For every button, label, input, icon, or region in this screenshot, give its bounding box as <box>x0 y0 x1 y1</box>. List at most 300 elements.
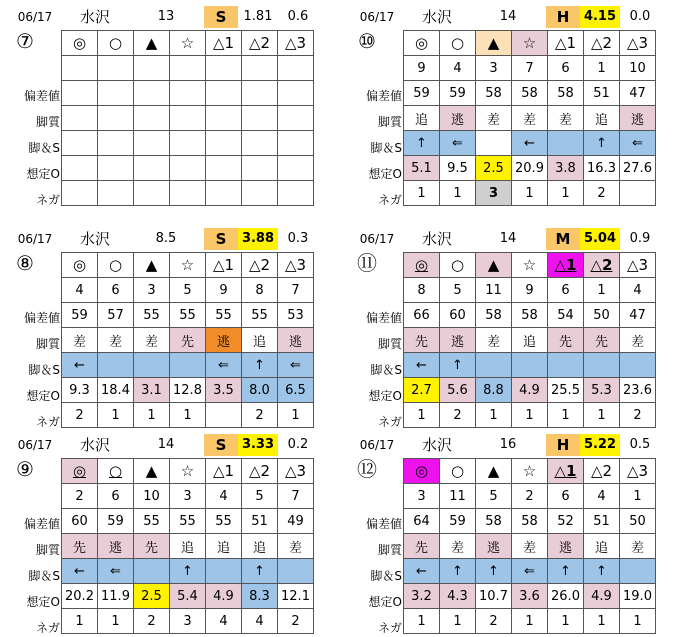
grid-cell <box>620 559 656 584</box>
cell-text: ◎ <box>72 256 87 274</box>
cell-text: ↑ <box>452 357 463 373</box>
race-header <box>0 6 330 28</box>
grid-cell <box>170 584 206 609</box>
cell-text: 5.6 <box>447 382 468 398</box>
grid-cell <box>242 459 278 484</box>
race-header <box>0 434 330 456</box>
row-label: 偏差値 <box>365 517 402 531</box>
cell-text: △1 <box>212 256 235 274</box>
grid-cell <box>404 328 440 353</box>
cell-text: 3.8 <box>555 160 576 176</box>
grid-cell <box>242 484 278 509</box>
grid-cell <box>476 131 512 156</box>
cell-text: 55 <box>215 513 232 529</box>
grid-cell <box>134 609 170 634</box>
grid-cell <box>206 106 242 131</box>
cell-text: 3.2 <box>411 588 432 604</box>
grid-cell <box>170 509 206 534</box>
grid-cell <box>404 278 440 303</box>
data-row <box>62 509 314 534</box>
cell-text: 51 <box>251 513 268 529</box>
grid-cell <box>278 403 314 428</box>
cell-text: 51 <box>593 85 610 101</box>
cell-text: 差 <box>522 112 536 128</box>
grid-cell <box>170 131 206 156</box>
cell-text: 逃 <box>108 540 122 556</box>
grid-cell <box>404 378 440 403</box>
grid-cell <box>98 459 134 484</box>
cell-text: 先 <box>414 540 428 556</box>
cell-text: 1 <box>597 613 606 629</box>
cell-text: 2 <box>525 488 534 504</box>
cell-text: ↑ <box>560 563 571 579</box>
grid-cell <box>242 353 278 378</box>
cell-text: 5.3 <box>591 382 612 398</box>
grid-cell <box>404 353 440 378</box>
grid-cell <box>620 156 656 181</box>
grid-cell <box>278 81 314 106</box>
grid-cell <box>548 509 584 534</box>
grid-cell <box>512 181 548 206</box>
grid-cell <box>584 131 620 156</box>
cell-text: ☆ <box>180 462 195 480</box>
grid-cell <box>476 559 512 584</box>
cell-text: 64 <box>413 513 430 529</box>
cell-text: 5 <box>255 488 264 504</box>
data-row <box>62 584 314 609</box>
grid-cell <box>62 509 98 534</box>
grid-cell <box>242 31 278 56</box>
grid-cell <box>440 56 476 81</box>
row-label: ネガ <box>377 415 402 429</box>
cell-text: 1 <box>597 407 606 423</box>
grid-cell <box>170 403 206 428</box>
cell-text: 3 <box>183 488 192 504</box>
pace-badge: H <box>546 434 580 456</box>
grid-cell <box>548 81 584 106</box>
cell-text: △3 <box>284 256 307 274</box>
cell-text: 53 <box>287 307 304 323</box>
grid-cell <box>512 56 548 81</box>
cell-text: 差 <box>630 540 644 556</box>
cell-text: ☆ <box>522 256 537 274</box>
grid-cell <box>548 253 584 278</box>
cell-text: 4 <box>255 613 264 629</box>
data-row <box>62 534 314 559</box>
cell-text: 4 <box>75 282 84 298</box>
grid-cell <box>98 403 134 428</box>
grid-cell <box>440 584 476 609</box>
grid-cell <box>278 156 314 181</box>
grid-cell <box>278 31 314 56</box>
grid-cell <box>206 459 242 484</box>
race-grid <box>61 30 314 206</box>
data-row <box>404 584 656 609</box>
grid-cell <box>548 403 584 428</box>
cell-text: 3 <box>183 613 192 629</box>
cell-text: 2.5 <box>141 588 162 604</box>
grid-cell <box>206 509 242 534</box>
grid-cell <box>278 303 314 328</box>
grid-cell <box>206 253 242 278</box>
cell-text: 1 <box>291 407 300 423</box>
cell-text: 9.5 <box>447 160 468 176</box>
field-size: 16 <box>499 437 517 452</box>
data-row <box>404 484 656 509</box>
cell-text: ← <box>74 563 85 579</box>
cell-text: ▲ <box>145 462 158 480</box>
cell-text: △2 <box>248 256 271 274</box>
cell-text: ← <box>416 357 427 373</box>
cell-text: ⇐ <box>524 563 535 579</box>
row-label: 脚質 <box>377 337 402 351</box>
data-row <box>404 278 656 303</box>
grid-cell <box>98 378 134 403</box>
grid-cell <box>134 378 170 403</box>
cell-text: 47 <box>629 307 646 323</box>
cell-text: 66 <box>413 307 430 323</box>
grid-cell <box>620 534 656 559</box>
grid-cell <box>206 31 242 56</box>
cell-text: ◎ <box>72 462 87 480</box>
grid-cell <box>548 534 584 559</box>
cell-text: 8 <box>255 282 264 298</box>
cell-text: 59 <box>449 513 466 529</box>
grid-cell <box>584 509 620 534</box>
grid-cell <box>134 278 170 303</box>
grid-cell <box>440 484 476 509</box>
grid-cell <box>170 534 206 559</box>
cell-text: ☆ <box>180 256 195 274</box>
grid-cell <box>62 278 98 303</box>
row-label: 脚質 <box>35 115 60 129</box>
grid-cell <box>98 303 134 328</box>
grid-cell <box>512 303 548 328</box>
cell-text: 6 <box>561 488 570 504</box>
row-label: 脚質 <box>377 115 402 129</box>
cell-text: △3 <box>626 34 649 52</box>
grid-cell <box>98 509 134 534</box>
grid-cell <box>548 378 584 403</box>
cell-text: 59 <box>71 307 88 323</box>
grid-cell <box>440 328 476 353</box>
cell-text: 5.1 <box>411 160 432 176</box>
field-size: 13 <box>157 9 175 24</box>
grid-cell <box>134 509 170 534</box>
cell-text: 55 <box>215 307 232 323</box>
grid-cell <box>170 378 206 403</box>
cell-text: 58 <box>485 513 502 529</box>
grid-cell <box>62 378 98 403</box>
grid-cell <box>242 534 278 559</box>
cell-text: 追 <box>594 112 608 128</box>
cell-text: 差 <box>630 334 644 350</box>
cell-text: 8.8 <box>483 382 504 398</box>
grid-cell <box>512 106 548 131</box>
grid-cell <box>440 156 476 181</box>
grid-cell <box>404 559 440 584</box>
grid-cell <box>62 534 98 559</box>
cell-text: 9 <box>219 282 228 298</box>
grid-cell <box>404 156 440 181</box>
grid-cell <box>440 378 476 403</box>
race-header <box>342 434 672 456</box>
mark-row <box>62 459 314 484</box>
grid-cell <box>170 484 206 509</box>
grid-cell <box>242 56 278 81</box>
cell-text: 4.9 <box>519 382 540 398</box>
cell-text: 7 <box>291 488 300 504</box>
cell-text: 1 <box>633 613 642 629</box>
cell-text: 6.5 <box>285 382 306 398</box>
cell-text: 10 <box>629 60 646 76</box>
grid-cell <box>512 81 548 106</box>
data-row <box>404 303 656 328</box>
cell-text: ▲ <box>145 34 158 52</box>
cell-text: 12.8 <box>173 382 202 398</box>
grid-cell <box>584 56 620 81</box>
grid-cell <box>134 81 170 106</box>
index-value-2: 0.3 <box>287 231 309 246</box>
cell-text: 57 <box>107 307 124 323</box>
race-header <box>342 228 672 250</box>
data-row <box>62 81 314 106</box>
race-number: ⑫ <box>357 457 377 481</box>
grid-cell <box>512 31 548 56</box>
grid-cell <box>476 181 512 206</box>
cell-text: ☆ <box>180 34 195 52</box>
data-row <box>62 609 314 634</box>
cell-text: 差 <box>288 540 302 556</box>
data-row <box>62 303 314 328</box>
grid-cell <box>278 56 314 81</box>
cell-text: 1 <box>525 613 534 629</box>
cell-text: 50 <box>629 513 646 529</box>
grid-cell <box>62 403 98 428</box>
cell-text: 1 <box>417 407 426 423</box>
race-number: ⑨ <box>16 457 34 481</box>
grid-cell <box>242 303 278 328</box>
cell-text: 先 <box>144 540 158 556</box>
grid-cell <box>512 403 548 428</box>
grid-cell <box>548 559 584 584</box>
cell-text: 59 <box>413 85 430 101</box>
cell-text: 49 <box>287 513 304 529</box>
cell-text: 26.0 <box>551 588 580 604</box>
race-grid <box>61 252 314 428</box>
mark-row <box>404 253 656 278</box>
cell-text: △2 <box>590 256 613 274</box>
grid-cell <box>134 353 170 378</box>
cell-text: 52 <box>557 513 574 529</box>
cell-text: ☆ <box>522 34 537 52</box>
cell-text: ◎ <box>414 34 429 52</box>
cell-text: 5.4 <box>177 588 198 604</box>
cell-text: 逃 <box>486 540 500 556</box>
cell-text: 1 <box>183 407 192 423</box>
row-label: 想定O <box>368 389 402 403</box>
row-label: 想定O <box>368 595 402 609</box>
cell-text: 差 <box>486 334 500 350</box>
grid-cell <box>62 484 98 509</box>
grid-cell <box>242 156 278 181</box>
cell-text: 4 <box>453 60 462 76</box>
data-row <box>404 156 656 181</box>
index-value-1: 3.88 <box>238 228 278 250</box>
grid-cell <box>476 253 512 278</box>
cell-text: 4.9 <box>591 588 612 604</box>
grid-cell <box>170 31 206 56</box>
race-grid <box>403 252 656 428</box>
track-name: 水沢 <box>421 8 452 26</box>
cell-text: 27.6 <box>623 160 652 176</box>
cell-text: △2 <box>590 34 613 52</box>
data-row <box>404 328 656 353</box>
cell-text: 1 <box>417 613 426 629</box>
pace-badge: S <box>204 6 238 28</box>
cell-text: 3 <box>489 60 498 76</box>
row-label: ネガ <box>35 415 60 429</box>
grid-cell <box>584 378 620 403</box>
race-grid <box>403 30 656 206</box>
cell-text: ◎ <box>72 34 87 52</box>
row-label: 偏差値 <box>23 89 60 103</box>
grid-cell <box>476 56 512 81</box>
cell-text: 54 <box>557 307 574 323</box>
grid-cell <box>242 378 278 403</box>
grid-cell <box>278 584 314 609</box>
grid-cell <box>206 353 242 378</box>
cell-text: 追 <box>594 540 608 556</box>
row-label: 脚＆S <box>28 363 60 377</box>
grid-cell <box>98 156 134 181</box>
cell-text: 1 <box>453 185 462 201</box>
grid-cell <box>620 403 656 428</box>
index-value-1: 4.15 <box>580 6 620 28</box>
track-name: 水沢 <box>421 436 452 454</box>
cell-text: △1 <box>212 462 235 480</box>
cell-text: ○ <box>450 462 465 480</box>
cell-text: 4 <box>219 613 228 629</box>
row-label: 偏差値 <box>23 517 60 531</box>
cell-text: 12.1 <box>281 588 310 604</box>
grid-cell <box>98 559 134 584</box>
grid-cell <box>134 584 170 609</box>
cell-text: ↑ <box>488 563 499 579</box>
cell-text: 20.9 <box>515 160 544 176</box>
cell-text: △2 <box>248 462 271 480</box>
grid-cell <box>62 31 98 56</box>
grid-cell <box>584 303 620 328</box>
cell-text: 1 <box>489 407 498 423</box>
cell-text: 9 <box>525 282 534 298</box>
cell-text: 逃 <box>630 112 644 128</box>
data-row <box>404 559 656 584</box>
grid-cell <box>404 303 440 328</box>
grid-cell <box>548 31 584 56</box>
row-label: 偏差値 <box>365 89 402 103</box>
grid-cell <box>404 253 440 278</box>
grid-cell <box>620 56 656 81</box>
cell-text: △3 <box>284 34 307 52</box>
grid-cell <box>134 459 170 484</box>
cell-text: 8 <box>417 282 426 298</box>
field-size: 14 <box>499 9 517 24</box>
race-date: 06/17 <box>17 10 53 24</box>
data-row <box>404 609 656 634</box>
grid-cell <box>620 181 656 206</box>
grid-cell <box>170 253 206 278</box>
grid-cell <box>584 156 620 181</box>
cell-text: 差 <box>522 540 536 556</box>
row-label: ネガ <box>35 621 60 635</box>
row-label: 脚＆S <box>370 141 402 155</box>
cell-text: 9.3 <box>69 382 90 398</box>
cell-text: ↑ <box>596 563 607 579</box>
grid-cell <box>548 156 584 181</box>
cell-text: 3.6 <box>519 588 540 604</box>
data-row <box>62 106 314 131</box>
cell-text: ↑ <box>254 357 265 373</box>
grid-cell <box>440 534 476 559</box>
grid-cell <box>98 484 134 509</box>
cell-text: ○ <box>108 462 123 480</box>
grid-cell <box>620 609 656 634</box>
grid-cell <box>242 559 278 584</box>
grid-cell <box>242 609 278 634</box>
race-date: 06/17 <box>359 10 395 24</box>
grid-cell <box>440 181 476 206</box>
grid-cell <box>584 253 620 278</box>
track-name: 水沢 <box>79 8 110 26</box>
cell-text: ⇐ <box>110 563 121 579</box>
cell-text: 逃 <box>558 540 572 556</box>
grid-cell <box>98 81 134 106</box>
cell-text: 7 <box>291 282 300 298</box>
grid-cell <box>440 253 476 278</box>
grid-cell <box>134 31 170 56</box>
cell-text: ↑ <box>596 135 607 151</box>
cell-text: 55 <box>179 307 196 323</box>
race-header <box>342 6 672 28</box>
grid-cell <box>476 156 512 181</box>
cell-text: 4.3 <box>447 588 468 604</box>
cell-text: 2 <box>147 613 156 629</box>
cell-text: 1 <box>561 407 570 423</box>
grid-cell <box>584 328 620 353</box>
mark-row <box>404 31 656 56</box>
grid-cell <box>440 459 476 484</box>
grid-cell <box>170 328 206 353</box>
cell-text: 1 <box>147 407 156 423</box>
grid-cell <box>278 353 314 378</box>
cell-text: ← <box>416 563 427 579</box>
grid-cell <box>170 303 206 328</box>
grid-cell <box>404 584 440 609</box>
cell-text: 2 <box>633 407 642 423</box>
row-label: ネガ <box>35 193 60 207</box>
grid-cell <box>278 328 314 353</box>
grid-cell <box>512 278 548 303</box>
cell-text: 3 <box>147 282 156 298</box>
cell-text: 1 <box>75 613 84 629</box>
cell-text: △3 <box>284 462 307 480</box>
cell-text: 2.7 <box>411 382 432 398</box>
grid-cell <box>548 609 584 634</box>
row-label: 脚＆S <box>370 363 402 377</box>
cell-text: 58 <box>485 85 502 101</box>
race-date: 06/17 <box>359 232 395 246</box>
